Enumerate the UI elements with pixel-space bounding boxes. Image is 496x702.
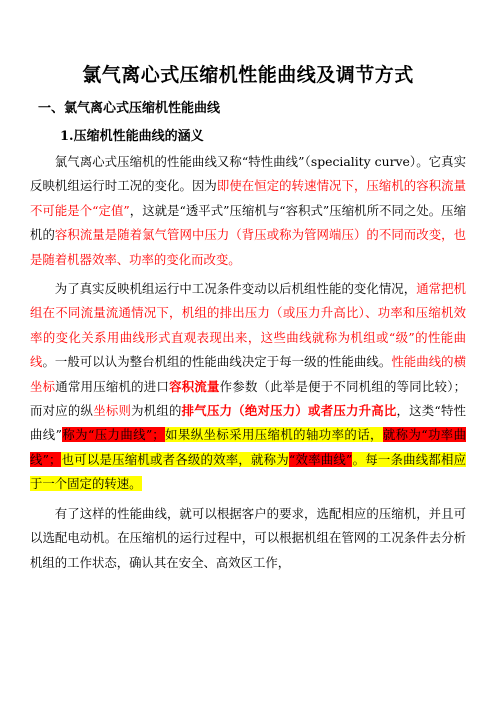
section-heading: 一、氯气离心式压缩机性能曲线 <box>38 101 221 116</box>
paragraph-1-text: 氯气离心式压缩机的性能曲线又称“特性曲线”（speciality curve）。它真实反映机组运行时工况的变化。因为 <box>30 154 466 194</box>
red-highlight: 就称为“功率曲线”； <box>30 427 467 467</box>
paragraph-2 <box>30 277 466 497</box>
subsection-heading: 1.压缩机性能曲线的涵义 <box>60 129 204 144</box>
paragraph-1 <box>30 150 466 272</box>
paragraph-3 <box>30 502 466 575</box>
paragraph-2-bold-red-text: 容积流量 <box>169 378 220 394</box>
red-highlight: 称为“压力曲线”； <box>61 427 165 443</box>
yellow-highlight: 如果纵坐标采用压缩机的轴功率的话， <box>164 427 383 443</box>
paragraph-2-red-text: 性能曲线的横坐标 <box>30 354 467 394</box>
paragraph-2-text: 作参数（此举是便于不同机组的等同比较）；而对应的纵 <box>30 378 467 419</box>
paragraph-3-text: 有了这样的性能曲线，就可以根据客户的要求，选配相应的压缩机，并且可以选配电动机。在压缩机的运行过程中，可以根据机组在管网的工况条件去分析机组的工作状态，确认其在安全、高效区工作， <box>30 505 466 570</box>
yellow-highlight: 。每一条曲线都相应于一个固定的转速。 <box>30 451 467 492</box>
paragraph-2-red-text: 通常把机组在不同流量流通情况下，机组的排出压力（或压力升高比）、功率和压缩机效率的变化关系用曲线形式直观表现出来，这些曲线就称为机组或“级”的性能曲线 <box>30 281 467 370</box>
paragraph-2-text: 。一般可以认为整台机组的性能曲线决定于每一级的性能曲线。 <box>42 354 392 370</box>
paragraph-2-red-text: 坐标则 <box>93 403 132 419</box>
paragraph-1-text: ，这就是“透平式”压缩机与“容积式”压缩机所不同之处。压缩机的 <box>30 202 467 243</box>
yellow-highlight: 也可以是压缩机或者各级的效率，就称为 <box>61 451 289 467</box>
document-title: 氯气离心式压缩机性能曲线及调节方式 <box>82 64 414 86</box>
paragraph-2-text: 为了真实反映机组运行中工况条件变动以后机组性能的变化情况， <box>54 281 417 297</box>
paragraph-1-red-text: 即使在恒定的转速情况下，压缩机的容积流量不可能是个“定值” <box>30 178 467 218</box>
paragraph-1-red-text: 容积流量是随着氯气管网中压力（背压或称为管网端压）的不同而改变，也是随着机器效率、功率的变化而改变。 <box>30 227 467 267</box>
paragraph-2-text: ，这类“特性曲线” <box>30 403 467 443</box>
paragraph-2-text: 通常用压缩机的进口 <box>55 378 170 394</box>
paragraph-2-bold-red-text: 排气压力（绝对压力）或者压力升高比 <box>181 403 397 419</box>
paragraph-2-text: 为机组的 <box>131 403 182 419</box>
red-highlight: “效率曲线” <box>288 451 353 467</box>
